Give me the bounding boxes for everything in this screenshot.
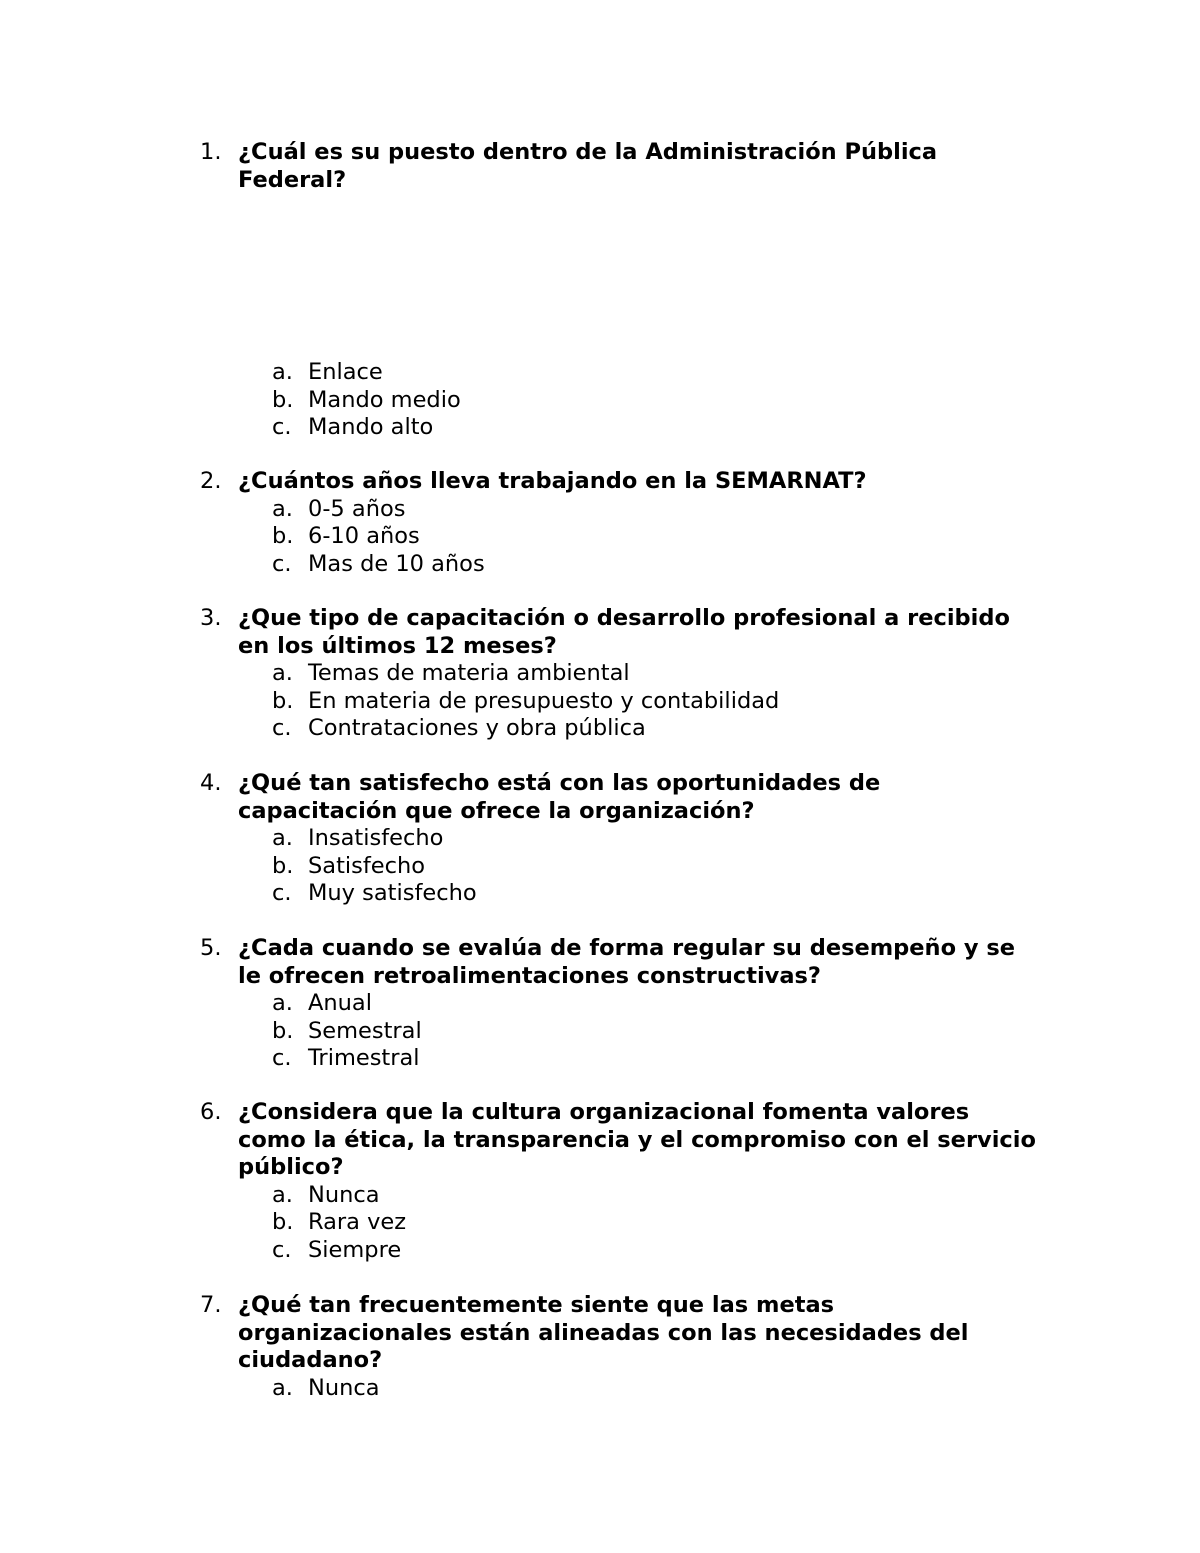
question-text: ¿Qué tan frecuentemente siente que las metas organizacionales están alineadas con las necesidades del ciudadano? xyxy=(238,1292,969,1373)
question-heading xyxy=(200,935,1040,990)
option-list xyxy=(200,1375,1040,1403)
option-letter: b. xyxy=(272,523,294,549)
list-item xyxy=(200,1209,1040,1237)
option-text: Insatisfecho xyxy=(308,825,444,851)
option-text: Enlace xyxy=(308,359,383,385)
list-item xyxy=(200,660,1040,688)
question-number: 2. xyxy=(200,468,222,494)
option-letter: a. xyxy=(272,825,293,851)
question-1 xyxy=(200,139,1040,442)
question-number: 1. xyxy=(200,139,222,165)
option-list xyxy=(200,990,1040,1073)
question-number: 3. xyxy=(200,605,222,631)
question-text: ¿Qué tan satisfecho está con las oportunidades de capacitación que ofrece la organización? xyxy=(238,770,881,824)
question-text: ¿Cuál es su puesto dentro de la Administración Pública Federal? xyxy=(238,139,938,193)
option-letter: b. xyxy=(272,1209,294,1235)
list-item xyxy=(200,853,1040,881)
question-4 xyxy=(200,770,1040,908)
option-text: Mas de 10 años xyxy=(308,550,485,577)
option-letter: b. xyxy=(272,852,294,879)
question-heading xyxy=(200,605,1040,660)
option-text: Contrataciones y obra pública xyxy=(308,715,646,741)
list-item xyxy=(200,990,1040,1018)
option-list xyxy=(200,496,1040,579)
question-5 xyxy=(200,935,1040,1073)
question-3 xyxy=(200,605,1040,743)
list-item xyxy=(200,1375,1040,1403)
list-item xyxy=(200,715,1040,743)
option-letter: c. xyxy=(272,1045,292,1071)
option-letter: a. xyxy=(272,990,293,1016)
option-letter: c. xyxy=(272,880,292,906)
option-letter: b. xyxy=(272,687,294,714)
question-7 xyxy=(200,1292,1040,1402)
list-item xyxy=(200,825,1040,853)
question-heading xyxy=(200,770,1040,825)
list-item xyxy=(200,414,1040,442)
option-letter: a. xyxy=(272,1181,293,1208)
option-text: Siempre xyxy=(308,1236,402,1263)
question-text: ¿Cada cuando se evalúa de forma regular su desempeño y se le ofrecen retroalimentaciones constructivas? xyxy=(238,935,1016,989)
option-letter: a. xyxy=(272,359,293,385)
option-letter: c. xyxy=(272,1236,292,1263)
list-item xyxy=(200,496,1040,524)
option-text: Trimestral xyxy=(308,1045,420,1071)
list-item xyxy=(200,359,1040,387)
question-number: 7. xyxy=(200,1292,222,1318)
option-text: Temas de materia ambiental xyxy=(308,660,630,686)
option-text: Mando alto xyxy=(308,414,434,440)
question-number: 5. xyxy=(200,935,222,961)
option-text: Semestral xyxy=(308,1017,422,1044)
list-item xyxy=(200,1018,1040,1046)
option-list xyxy=(200,1182,1040,1265)
option-letter: c. xyxy=(272,414,292,440)
option-text: Satisfecho xyxy=(308,852,426,879)
question-text: ¿Que tipo de capacitación o desarrollo profesional a recibido en los últimos 12 meses? xyxy=(238,605,1010,659)
option-text: En materia de presupuesto y contabilidad xyxy=(308,687,780,714)
option-letter: c. xyxy=(272,550,292,577)
list-item xyxy=(200,1182,1040,1210)
option-letter: a. xyxy=(272,660,293,686)
option-letter: b. xyxy=(272,386,294,413)
option-letter: a. xyxy=(272,1374,293,1401)
list-item xyxy=(200,880,1040,908)
list-item xyxy=(200,387,1040,415)
question-number: 4. xyxy=(200,770,222,796)
option-list xyxy=(200,359,1040,442)
list-item xyxy=(200,1237,1040,1265)
option-letter: c. xyxy=(272,715,292,741)
question-heading xyxy=(200,139,1040,194)
option-list xyxy=(200,825,1040,908)
option-text: Rara vez xyxy=(308,1209,407,1235)
option-list xyxy=(200,660,1040,743)
option-text: Muy satisfecho xyxy=(308,880,477,906)
question-number: 6. xyxy=(200,1099,222,1125)
question-heading xyxy=(200,1099,1040,1182)
option-text: Nunca xyxy=(308,1181,380,1208)
list-item xyxy=(200,551,1040,579)
question-2 xyxy=(200,468,1040,578)
option-text: Anual xyxy=(308,990,372,1016)
option-text: 6-10 años xyxy=(308,523,420,549)
list-item xyxy=(200,1045,1040,1073)
question-text: ¿Considera que la cultura organizacional fomenta valores como la ética, la transparencia y el compromiso con el servicio público? xyxy=(238,1099,1036,1180)
option-letter: a. xyxy=(272,495,293,522)
question-text: ¿Cuántos años lleva trabajando en la SEMARNAT? xyxy=(238,468,867,494)
list-item xyxy=(200,688,1040,716)
option-text: Mando medio xyxy=(308,386,461,413)
option-letter: b. xyxy=(272,1017,294,1044)
list-item xyxy=(200,523,1040,551)
question-heading xyxy=(200,1292,1040,1375)
question-6 xyxy=(200,1099,1040,1264)
question-heading xyxy=(200,468,1040,496)
option-text: Nunca xyxy=(308,1374,380,1401)
option-text: 0-5 años xyxy=(308,495,406,522)
